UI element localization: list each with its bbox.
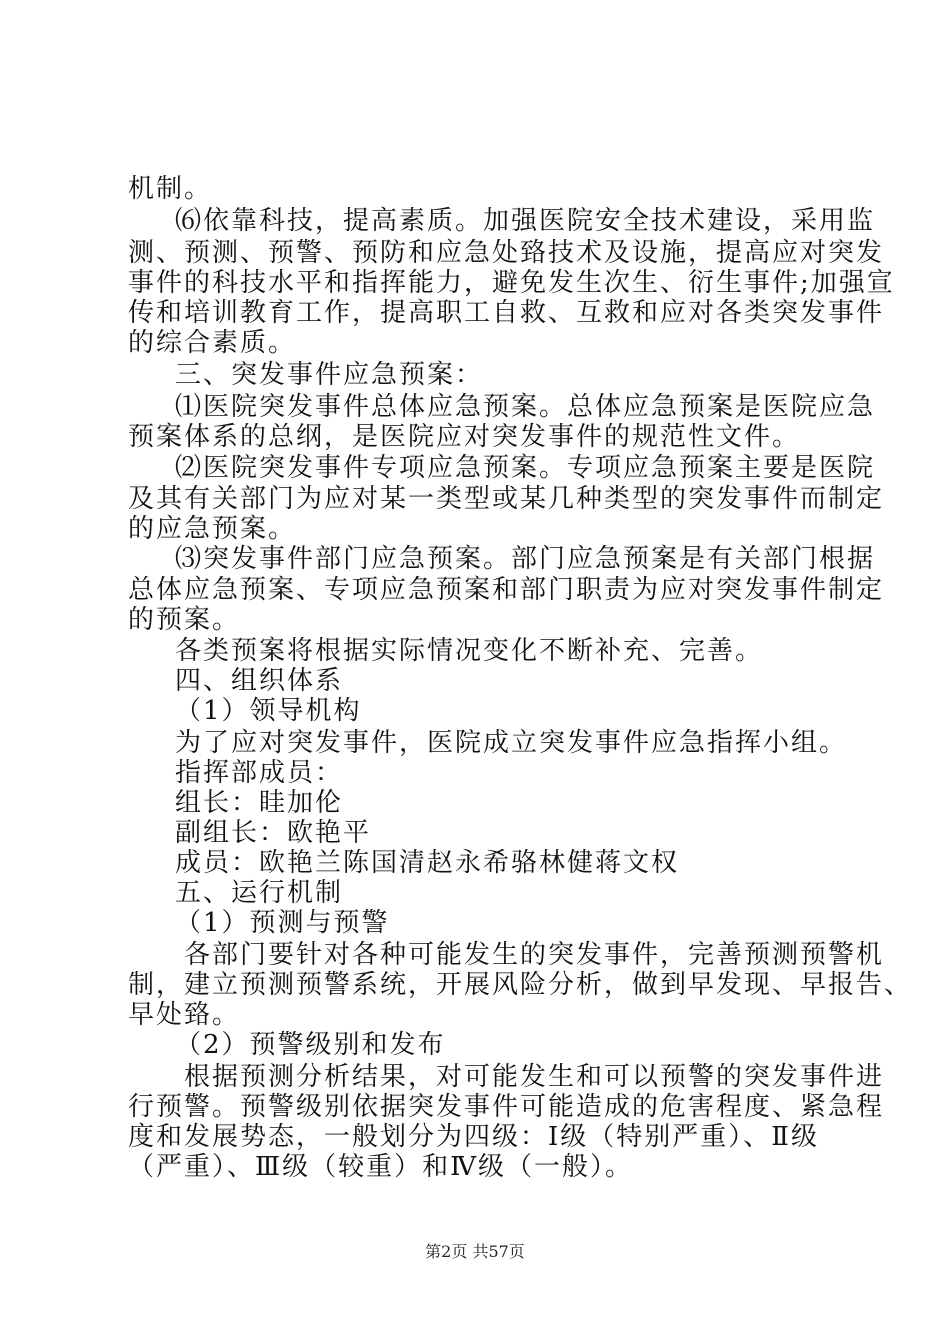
text-line: 行预警。预警级别依据突发事件可能造成的危害程度、紧急程 <box>128 1092 885 1122</box>
section-heading: 四、组织体系 <box>175 666 344 696</box>
section-heading: 三、突发事件应急预案： <box>175 360 484 390</box>
text-line: 早处臵。 <box>128 1000 241 1030</box>
text-line: 为了应对突发事件，医院成立突发事件应急指挥小组。 <box>175 728 848 758</box>
text-line: 及其有关部门为应对某一类型或某几种类型的突发事件而制定 <box>128 484 885 514</box>
text-line: 的预案。 <box>128 605 241 635</box>
text-line: 各类预案将根据实际情况变化不断补充、完善。 <box>175 636 764 666</box>
text-line: 各部门要针对各种可能发生的突发事件，完善预测预警机 <box>184 940 885 970</box>
text-line: 指挥部成员： <box>175 758 344 788</box>
text-line: 制，建立预测预警系统，开展风险分析，做到早发现、早报告、 <box>128 970 913 1000</box>
text-line: 事件的科技水平和指挥能力，避免发生次生、衍生事件;加强宣 <box>128 268 895 298</box>
subsection-heading: （2）预警级别和发布 <box>175 1030 446 1060</box>
text-line: 传和培训教育工作，提高职工自救、互救和应对各类突发事件 <box>128 298 885 328</box>
text-line: ⑵医院突发事件专项应急预案。专项应急预案主要是医院 <box>175 453 876 483</box>
text-line: ⑶突发事件部门应急预案。部门应急预案是有关部门根据 <box>175 544 876 574</box>
text-line: ⑹依靠科技，提高素质。加强医院安全技术建设，采用监 <box>175 206 876 236</box>
text-line: 组长：眭加伦 <box>175 788 344 818</box>
text-line: 测、预测、预警、预防和应急处臵技术及设施，提高应对突发 <box>128 238 885 268</box>
text-line: 机制。 <box>128 174 213 204</box>
text-line: 副组长：欧艳平 <box>175 818 372 848</box>
page-footer: 第2页 共57页 <box>425 1242 525 1261</box>
subsection-heading: （1）领导机构 <box>175 696 362 726</box>
section-heading: 五、运行机制 <box>175 878 344 908</box>
text-line: 预案体系的总纲，是医院应对突发事件的规范性文件。 <box>128 422 801 452</box>
text-line: 成员：欧艳兰陈国清赵永希骆林健蒋文权 <box>175 848 680 878</box>
text-line: （严重）、Ⅲ级（较重）和Ⅳ级（一般）。 <box>128 1152 634 1182</box>
text-line: 度和发展势态，一般划分为四级：Ⅰ级（特别严重）、Ⅱ级 <box>128 1122 819 1152</box>
text-line: 的综合素质。 <box>128 328 297 358</box>
subsection-heading: （1）预测与预警 <box>175 908 390 938</box>
text-line: 的应急预案。 <box>128 514 297 544</box>
text-line: 总体应急预案、专项应急预案和部门职责为应对突发事件制定 <box>128 575 885 605</box>
text-line: 根据预测分析结果，对可能发生和可以预警的突发事件进 <box>184 1062 885 1092</box>
text-line: ⑴医院突发事件总体应急预案。总体应急预案是医院应急 <box>175 392 876 422</box>
